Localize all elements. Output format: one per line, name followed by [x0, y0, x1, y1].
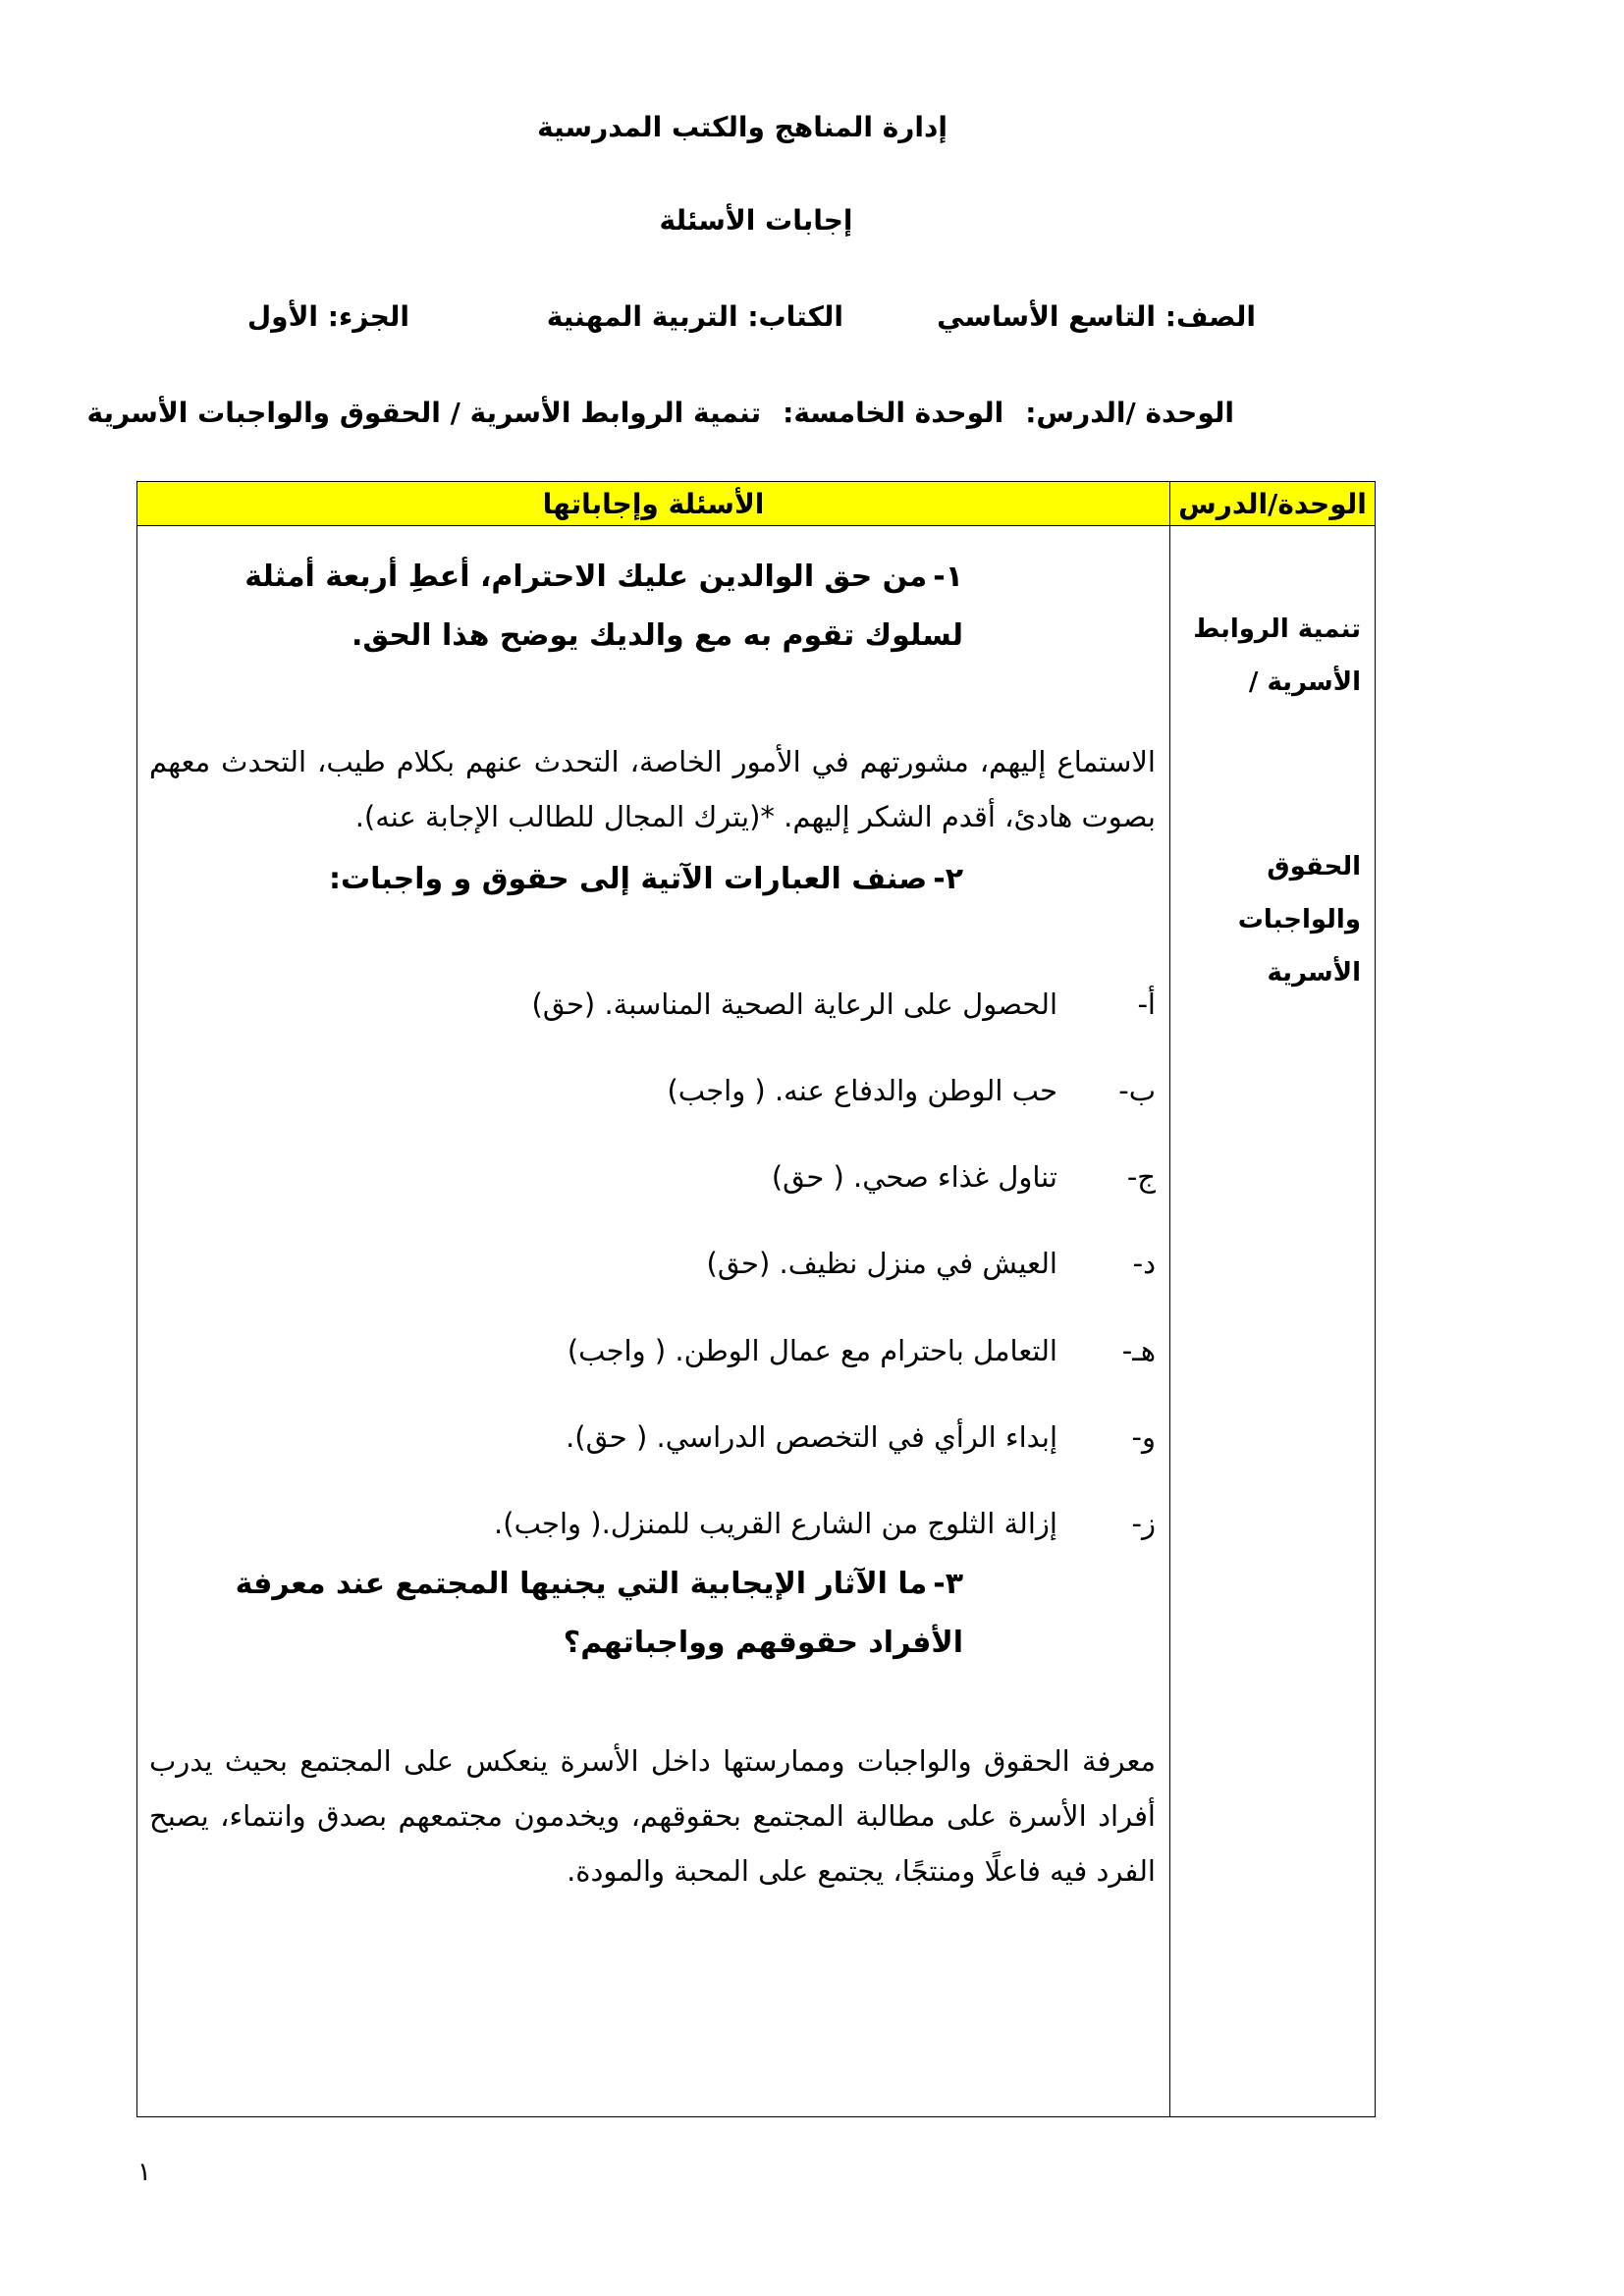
question-3	[148, 1555, 963, 1673]
table-header-row	[137, 482, 1376, 526]
department-title: إدارة المناهج والكتب المدرسية	[537, 111, 947, 143]
table-row	[137, 526, 1376, 2117]
list-item	[566, 1417, 1156, 1457]
unit-line: الأسرية /	[1248, 667, 1361, 697]
item-letter: ج-	[1126, 1160, 1156, 1194]
list-item	[494, 1504, 1156, 1543]
lesson-line-part: والواجبات	[1237, 905, 1361, 934]
lesson-name	[1238, 840, 1361, 999]
answer-3: معرفة الحقوق والواجبات وممارستها داخل الأسرة ينعكس على المجتمع بحيث يدرب أفراد الأسرة على مطالبة المجتمع بحقوقهم، ويخدمون مجتمعهم بصدق وانتماء، يصبح الفرد فيه فاعلًا ومنتجًا، يجتمع على المحبة والمودة.	[149, 1744, 1156, 1888]
item-text: حب الوطن والدفاع عنه. ( واجب)	[667, 1074, 1057, 1107]
lesson-line-part: الحقوق	[1267, 852, 1361, 881]
question-1	[148, 548, 963, 666]
item-letter: ب-	[1118, 1074, 1156, 1107]
question-text: صنف العبارات الآتية إلى حقوق و واجبات:	[328, 862, 928, 896]
lesson-line	[87, 397, 1235, 429]
question-text: من حق الوالدين عليك الاحترام، أعطِ أربعة أمثلة لسلوك تقوم به مع والديك يوضح هذا الحق.	[244, 560, 963, 653]
unit-cell	[1170, 526, 1376, 2117]
item-text: إزالة الثلوج من الشارع القريب للمنزل.( واجب).	[494, 1507, 1057, 1540]
question-2	[148, 850, 963, 909]
list-item	[707, 1244, 1156, 1283]
item-text: إبداء الرأي في التخصص الدراسي. ( حق).	[566, 1420, 1057, 1454]
grade-label: الصف: التاسع الأساسي	[937, 300, 1256, 333]
answer-1: الاستماع إليهم، مشورتهم في الأمور الخاصة، التحدث عنهم بكلام طيب، التحدث معهم بصوت هادئ، أقدم الشكر إليهم. *(يترك المجال للطالب الإجابة عنه).	[149, 745, 1156, 833]
item-text: تناول غذاء صحي. ( حق)	[771, 1160, 1057, 1194]
document-title: إجابات الأسئلة	[659, 204, 853, 237]
qa-cell	[137, 526, 1170, 2117]
list-item	[667, 1071, 1156, 1110]
unit-line: تنمية الروابط	[1193, 614, 1361, 644]
item-letter: ز-	[1131, 1507, 1156, 1540]
list-item	[568, 1331, 1156, 1370]
item-letter: هـ-	[1121, 1334, 1156, 1367]
book-label: الكتاب: التربية المهنية	[546, 300, 843, 333]
item-letter: و-	[1131, 1420, 1156, 1454]
question-text: ما الآثار الإيجابية التي يجنيها المجتمع عند معرفة الأفراد حقوقهم وواجباتهم؟	[235, 1567, 963, 1660]
list-item	[532, 985, 1157, 1024]
lesson-line-part: الأسرية	[1267, 958, 1361, 988]
item-text: العيش في منزل نظيف. (حق)	[706, 1247, 1057, 1280]
item-text: التعامل باحترام مع عمال الوطن. ( واجب)	[567, 1334, 1057, 1367]
lesson-title: تنمية الروابط الأسرية / الحقوق والواجبات الأسرية	[86, 397, 762, 429]
item-text: الحصول على الرعاية الصحية المناسبة. (حق)	[531, 988, 1057, 1021]
item-letter: د-	[1132, 1247, 1156, 1280]
qa-column-header: الأسئلة وإجاباتها	[137, 482, 1170, 526]
question-number: ٣-	[933, 1567, 963, 1601]
page-number: ١	[137, 2158, 151, 2187]
question-number: ١-	[933, 560, 963, 594]
question-number: ٢-	[933, 862, 963, 896]
unit-column-header: الوحدة/الدرس	[1170, 482, 1376, 526]
questions-table	[136, 481, 1376, 2117]
lesson-unit: الوحدة الخامسة:	[783, 397, 1004, 429]
lesson-label: الوحدة /الدرس:	[1025, 397, 1234, 429]
item-letter: أ-	[1137, 988, 1156, 1021]
unit-name	[1193, 603, 1361, 709]
list-item	[772, 1157, 1156, 1197]
part-label: الجزء: الأول	[246, 300, 409, 333]
